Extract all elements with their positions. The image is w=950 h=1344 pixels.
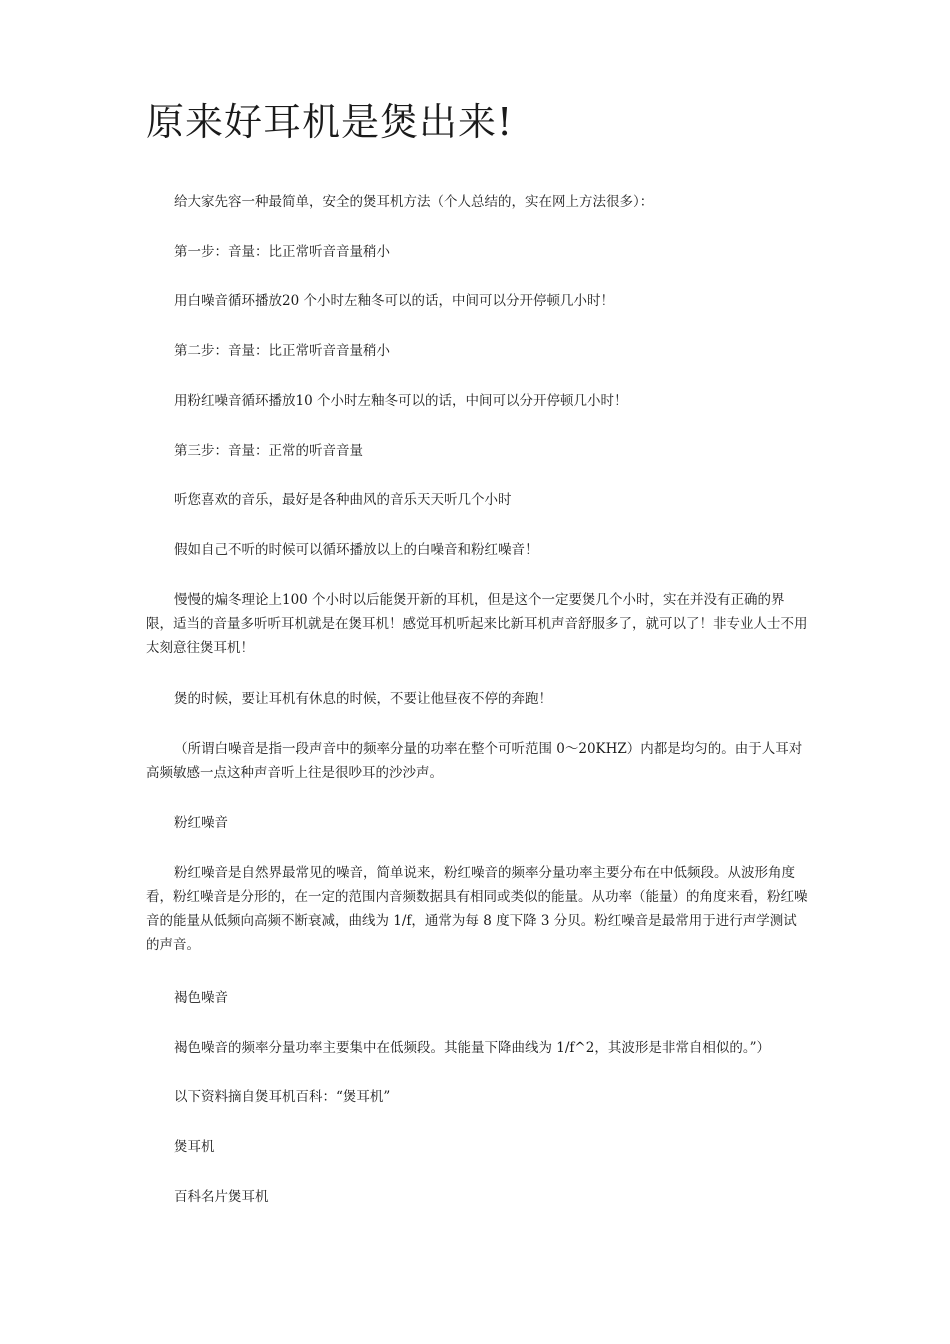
paragraph-loop: 假如自己不听的时候可以循环播放以上的白噪音和粉红噪音！ (174, 542, 539, 558)
paragraph-pink-noise-definition: 粉红噪音是自然界最常见的噪音，简单说来，粉红噪音的频率分量功率主要分布在中低频段。从波形角度看，粉红噪音是分形的，在一定的范围内音频数据具有相同或类似的能量。从功率（能量）的角度来看，粉红噪音的能量从低频向高频不断衰减，曲线为 1/f，通常为每 8 度下降 3 分贝。粉红噪音是最常用于进行声学测试的声音。 (146, 865, 808, 953)
paragraph-theory: 慢慢的煸冬理论上100 个小时以后能煲开新的耳机，但是这个一定要煲几个小时，实在并没有正确的界限，适当的音量多听听耳机就是在煲耳机！感觉耳机听起来比新耳机声音舒服多了，就可以了！非专业人士不用太刻意往煲耳机！ (146, 592, 808, 656)
paragraph-white-noise-definition: （所谓白噪音是指一段声音中的频率分量的功率在整个可听范围 0～20KHZ）内都是均匀的。由于人耳对高频敏感一点这种声音听上往是很吵耳的沙沙声。 (146, 741, 803, 781)
paragraph-step-one: 第一步：音量：比正常听音音量稍小 (174, 244, 390, 260)
heading-brown-noise: 褐色噪音 (174, 990, 228, 1006)
paragraph-step-two: 第二步：音量：比正常听音音量稍小 (174, 343, 390, 359)
paragraph-rest: 煲的时候，要让耳机有休息的时候，不要让他昼夜不停的奔跑！ (174, 691, 552, 707)
paragraph-white-noise: 用白噪音循环播放20 个小时左釉冬可以的话，中间可以分开停顿几小时！ (174, 293, 614, 309)
paragraph-pink-noise: 用粉红噪音循环播放10 个小时左釉冬可以的话，中间可以分开停顿几小时！ (174, 393, 628, 409)
paragraph-encyclopedia-card: 百科名片煲耳机 (174, 1189, 269, 1205)
heading-burn-in: 煲耳机 (174, 1139, 215, 1155)
paragraph-step-three: 第三步：音量：正常的听音音量 (174, 443, 363, 459)
document-title: 原来好耳机是煲出来! (146, 100, 514, 144)
paragraph-intro: 给大家先容一种最简单，安全的煲耳机方法（个人总结的，实在网上方法很多）： (174, 194, 654, 210)
paragraph-brown-noise-definition: 褐色噪音的频率分量功率主要集中在低频段。其能量下降曲线为 1/f^2，其波形是非常自相似的。”） (174, 1040, 770, 1056)
heading-pink-noise: 粉红噪音 (174, 815, 228, 831)
paragraph-music: 听您喜欢的音乐，最好是各种曲风的音乐天天听几个小时 (174, 492, 512, 508)
paragraph-encyclopedia-source: 以下资料摘自煲耳机百科：“煲耳机” (174, 1089, 391, 1105)
